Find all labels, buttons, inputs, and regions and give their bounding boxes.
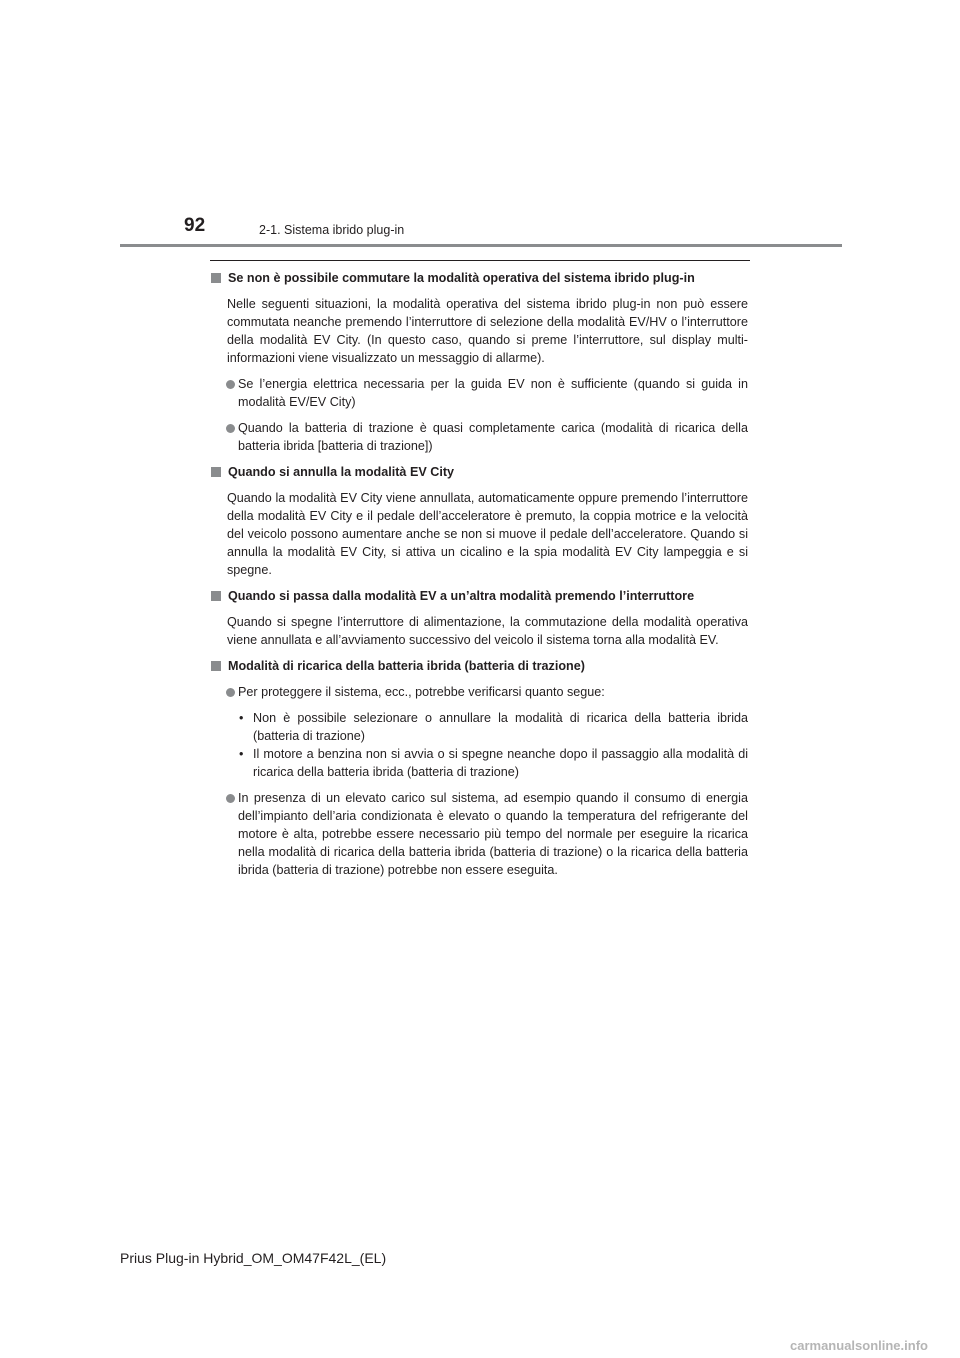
heading-text: Quando si annulla la modalità EV City [228,465,455,479]
page-number: 92 [184,215,206,236]
sub-list-item [210,709,748,745]
heading-text: Se non è possibile commutare la modalità operativa del sistema ibrido plug-in [228,271,695,285]
sub-list-item-text: Il motore a benzina non si avvia o si spegne neanche dopo il passaggio alla modalità di ricarica della batteria ibrida (batteria di trazione) [253,747,748,779]
circle-bullet-icon [226,794,235,803]
square-bullet-icon [211,591,221,601]
square-bullet-icon [211,467,221,477]
list-item-text: Quando la batteria di trazione è quasi completamente carica (modalità di ricarica della batteria ibrida [batteria di trazione]) [238,421,748,453]
heading-ricarica-batteria [210,657,748,675]
sub-bullet-marker: • [239,711,244,725]
sub-list-item [210,745,748,781]
heading-passa-modalita [210,587,748,605]
sub-bullet-marker: • [239,747,244,761]
square-bullet-icon [211,273,221,283]
list-item-text: Per proteggere il sistema, ecc., potrebbe verificarsi quanto segue: [238,685,605,699]
list-item [210,419,748,455]
circle-bullet-icon [226,688,235,697]
circle-bullet-icon [226,380,235,389]
heading-commutare [210,269,748,287]
header-rule [120,244,842,247]
sub-list-item-text: Non è possibile selezionare o annullare la modalità di ricarica della batteria ibrida (batteria di trazione) [253,711,748,743]
list-item-text: In presenza di un elevato carico sul sistema, ad esempio quando il consumo di energia dell’impianto dell’aria condizionata è elevato o quando la temperatura del refrigerante del motore è alta, potrebbe essere necessario più tempo del normale per eseguire la ricarica nella modalità di ricarica della batteria ibrida (batteria di trazione) o la ricarica della batteria ibrida (batteria di trazione) potrebbe non essere eseguita. [238,791,748,877]
list-item [210,375,748,411]
square-bullet-icon [211,661,221,671]
content [210,269,748,887]
list-item-text: Se l’energia elettrica necessaria per la guida EV non è sufficiente (quando si guida in modalità EV/EV City) [238,377,748,409]
watermark: carmanualsonline.info [790,1338,928,1353]
section-title: 2-1. Sistema ibrido plug-in [259,223,405,237]
list-item [210,789,748,879]
content-rule [210,260,750,261]
list-item [210,683,748,701]
heading-text: Modalità di ricarica della batteria ibrida (batteria di trazione) [228,659,585,673]
footer-doc-id: Prius Plug-in Hybrid_OM_OM47F42L_(EL) [120,1250,387,1266]
heading-text: Quando si passa dalla modalità EV a un’altra modalità premendo l’interruttore [228,589,695,603]
paragraph: Quando la modalità EV City viene annullata, automaticamente oppure premendo l’interruttore della modalità EV City e il pedale dell’acceleratore è premuto, la coppia motrice e la velocità del veicolo possono aumentare anche se non si muove il pedale dell’acceleratore. Quando si annulla la modalità EV City, si attiva un cicalino e la spia modalità EV City lampeggia e si spegne. [227,491,748,577]
heading-annulla-ev-city [210,463,748,481]
paragraph: Nelle seguenti situazioni, la modalità operativa del sistema ibrido plug-in non può essere commutata neanche premendo l’interruttore di selezione della modalità EV/HV o l’interruttore della modalità EV City. (In questo caso, quando si preme l’interruttore, sul display multi-informazioni viene visualizzato un messaggio di allarme). [227,297,748,365]
circle-bullet-icon [226,424,235,433]
sub-list [210,709,748,781]
paragraph: Quando si spegne l’interruttore di alimentazione, la commutazione della modalità operativa viene annullata e all’avviamento successivo del veicolo il sistema torna alla modalità EV. [227,615,748,647]
